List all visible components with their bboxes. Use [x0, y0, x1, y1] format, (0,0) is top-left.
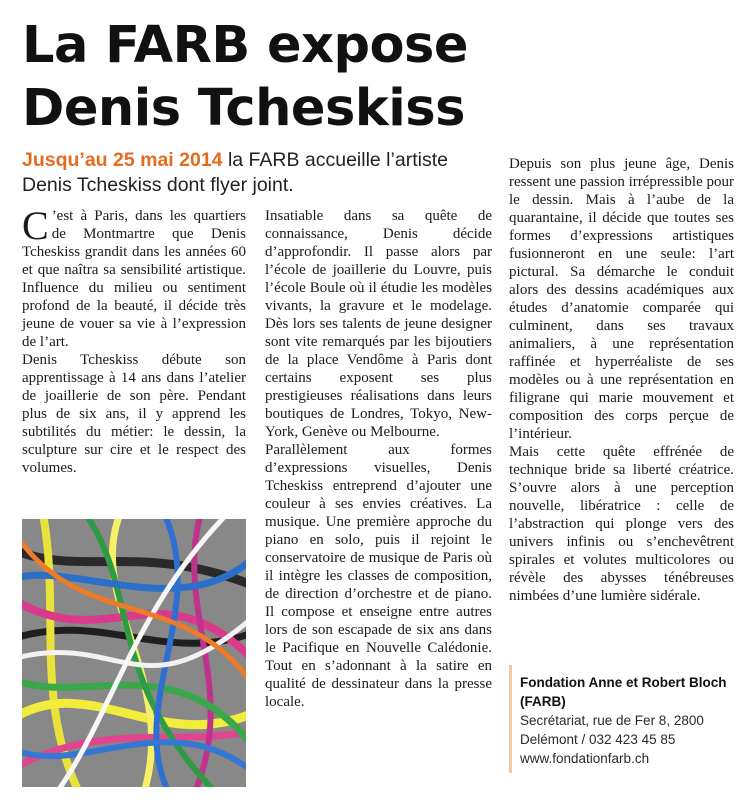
lead-date: Jusqu’au 25 mai 2014: [22, 149, 223, 171]
foundation-name: Fondation Anne et Robert Bloch (FARB): [520, 675, 727, 709]
drop-cap: C: [22, 203, 49, 248]
article-column-1: [22, 203, 246, 477]
col1-paragraph-1: [22, 203, 246, 351]
headline-line-2: Denis Tcheskiss: [22, 79, 465, 138]
article-column-3: [509, 155, 734, 605]
lead-text: la FARB accueille l’artiste Denis Tcheskiss dont flyer joint.: [22, 149, 448, 196]
col3-paragraph-1: Depuis son plus jeune âge, Denis ressent une passion irrépressible pour le dessin. Mais à l’aube de la quarantaine, il décide que toutes ses formes d’expressions artistiques fusionneront en une seule: l’art pictural. Sa démarche le conduit alors des dessins académiques aux études d’anatomie comparée qui culminent, dans ses travaux animaliers, à une représentation raffinée et hyperréaliste de ses modèles ou à une représentation en filigrane qui marie mouvement et composition des corps perçue de l’intérieur.: [509, 156, 734, 442]
col2-paragraph-1: Insatiable dans sa quête de connaissance, Denis décide d’approfondir. Il passe alors par l’école de joaillerie du Louvre, puis l’école Boule où il étudie les modèles vivants, la gravure et le modelage. Dès lors ses talents de jeune designer sont vite remarqués par les bijoutiers de la place Vendôme à Paris dont certains exposent ses plus prestigieuses réalisations dans leurs boutiques de Londres, Tokyo, New-York, Genève ou Melbourne.: [265, 208, 492, 440]
col3-paragraph-2: Mais cette quête effrénée de technique bride sa liberté créatrice. S’ouvre alors à une perception nouvelle, libératrice : celle de l’abstraction qui plonge vers des univers infinis ou s’enchevêtrent spirales et volutes multicolores ou révèle des abysses ténébreuses nimbées d’une lumière sidérale.: [509, 444, 734, 604]
foundation-website: www.fondationfarb.ch: [520, 751, 650, 766]
headline-line-1: La FARB expose: [22, 16, 468, 75]
foundation-info-box: [509, 665, 731, 773]
article-column-2: [265, 207, 492, 711]
col2-paragraph-2: Parallèlement aux formes d’expressions visuelles, Denis Tcheskiss entreprend d’ajouter une couleur à ses envies créatives. La musique. Une première approche du piano en solo, puis il rejoint le conservatoire de musique de Paris où il intègre les classes de composition, de direction d’orchestre et de piano. Il compose et enseigne entre autres lors de son escapade de six ans dans le Pacifique en Nouvelle Calédonie. Tout en s’adonnant à la satire en qualité de dessinateur dans la presse locale.: [265, 442, 492, 710]
col1-paragraph-1-text: ’est à Paris, dans les quartiers de Montmartre que Denis Tcheskiss grandit dans les années 60 et que naîtra sa sensibilité artistique. Influence du milieu ou sentiment profond de la beauté, il décide très jeune de vouer sa vie à l’expression de l’art.: [22, 208, 246, 350]
abstract-painting-image: [22, 519, 246, 787]
col1-paragraph-2: Denis Tcheskiss débute son apprentissage à 14 ans dans l’atelier de joaillerie de son père. Pendant plus de six ans, il y apprend les subtilités du métier: le dessin, la sculpture sur cire et le respect des volumes.: [22, 352, 246, 476]
headline: [22, 14, 742, 140]
lead-paragraph: [22, 148, 500, 198]
foundation-address: Secrétariat, rue de Fer 8, 2800: [520, 713, 704, 728]
foundation-city-phone: Delémont / 032 423 45 85: [520, 732, 676, 747]
